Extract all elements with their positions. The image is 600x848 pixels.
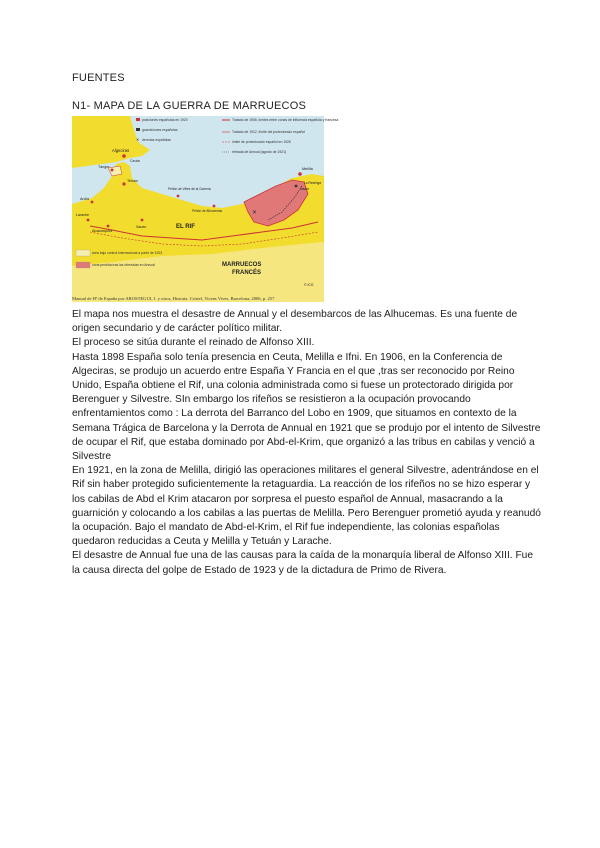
marker-arcila: [91, 201, 94, 204]
label-arcila: Arcila: [80, 197, 89, 201]
paragraph: El proceso se sitúa durante el reinado de Alfonso XIII.: [72, 337, 315, 349]
map-figure: [72, 116, 339, 302]
label-tanger: Tánger: [98, 165, 110, 169]
legend-swatch: [76, 250, 90, 256]
label-alcazarquivir: Alcazarquivir: [92, 229, 113, 233]
label-algeciras: Algeciras: [112, 148, 130, 153]
legend-swatch: [76, 262, 90, 268]
legend-swatch: [136, 128, 140, 131]
legend-item: derrotas españolas: [142, 138, 171, 142]
legend-item: retirada de Annual (agosto de 1921): [232, 150, 287, 154]
section-heading-fuentes: FUENTES: [72, 72, 125, 84]
marker-alcazarquivir: [107, 225, 110, 228]
defeat-marker-icon: ✕: [252, 210, 258, 216]
label-xauen: Xauen: [136, 225, 147, 229]
marker-tetuan: [122, 182, 125, 185]
legend-item: zona perdida tras las ofensivas en Annual: [92, 263, 155, 267]
marker-larache: [87, 219, 90, 222]
legend-item: límite de protectorado español en 1926: [232, 140, 291, 144]
label-velez: Peñón de Vélez de la Gomera: [168, 187, 211, 191]
map-caption: Manual de Hª de España por AROSTEGUI, J. y otros, Historia. Cristel, Vicens Vives, Barcelona, 2006, p. 257: [72, 296, 275, 301]
paragraph: El desastre de Annual fue una de las causas para la caída de la monarquía liberal de Alfonso XIII. Fue la causa directa del golpe de Estado de 1923 y de la dictadura de Primo de Rivera.: [72, 550, 533, 576]
label-melilla: Melilla: [302, 167, 313, 171]
marker-nador: [295, 185, 298, 188]
label-icg: © ICG: [304, 283, 314, 287]
label-ceuta: Ceuta: [130, 159, 140, 163]
marker-tanger: [111, 169, 114, 172]
paragraph: En 1921, en la zona de Melilla, dirigió las operaciones militares el general Silvestre, adentrándose en el Rif sin haber protegido suficientemente la retaguardia. La reacción de los rifeños no se hizo esperar y los cabilas de Abd el Krim atacaron por sorpresa el puesto español de Annual, masacrando a la guarnición y colocando a los cabilas a las puertas de Melilla. Pero Berenguer prometió ayuda y reanudó la ocupación. Bajo el mandato de Abd-el-Krim, el Rif fue independiente, las colonias españolas quedaron reducidas a Ceuta y Melilla y Tetuán y Larache.: [72, 465, 541, 548]
defeat-icon: ✕: [136, 137, 140, 142]
marker-xauen: [141, 219, 144, 222]
label-marruecos: MARRUECOS: [222, 262, 262, 268]
legend-item: posiciones españolas en 1920: [142, 118, 188, 122]
marker-velez: [177, 195, 180, 198]
marker-alhucemas: [213, 205, 216, 208]
label-larache: Larache: [76, 213, 89, 217]
label-alhucemas: Peñón de Alhucemas: [192, 209, 223, 213]
legend-swatch: [136, 118, 140, 121]
paragraph: El mapa nos muestra el desastre de Annual y el desembarcos de las Alhucemas. Es una fuente de origen secundario y de carácter político militar.: [72, 309, 518, 335]
legend-item: Tratado de 1912, límite del protectorado español: [232, 130, 306, 134]
label-rif: EL RIF: [176, 224, 195, 230]
morocco-war-map: [72, 116, 339, 302]
marker-ceuta: [122, 154, 126, 158]
paragraph: Hasta 1898 España solo tenía presencia en Ceuta, Melilla e Ifni. En 1906, en la Conferencia de Algeciras, se produjo un acuerdo entre España Y Francia en el que ,tras ser reconocido por Reino Unido, España obtiene el Rif, una colonia administrada como si fuese un protectorado dirigida por Berenguer y Silvestre. SIn embargo los rifeños se resistieron a la ocupación provocando enfrentamientos como : La derrota del Barranco del Lobo en 1909, que situamos en contexto de la Semana Trágica de Barcelona y la Derrota de Annual en 1921 que se produjo por el intento de Silvestre de ocupar el Rif, que estaba dominado por Abd-el-Krim, que organizó a las tribus en cabilas y venció a Silvestre: [72, 351, 541, 463]
label-restinga: La Restinga: [304, 181, 322, 185]
legend-item: Tratado de 1906, límites entre zonas de influencia española y francesa: [232, 118, 339, 122]
map-title: N1- MAPA DE LA GUERRA DE MARRUECOS: [72, 100, 306, 112]
legend-item: área bajo control internacional a partir de 1923: [92, 251, 163, 255]
marker-melilla: [298, 172, 302, 176]
label-nador: Nador: [300, 187, 310, 191]
label-frances: FRANCÉS: [232, 270, 262, 276]
legend-item: guarniciones españolas: [142, 128, 178, 132]
body-text: [72, 308, 542, 578]
label-tetuan: Tetuán: [127, 179, 138, 183]
